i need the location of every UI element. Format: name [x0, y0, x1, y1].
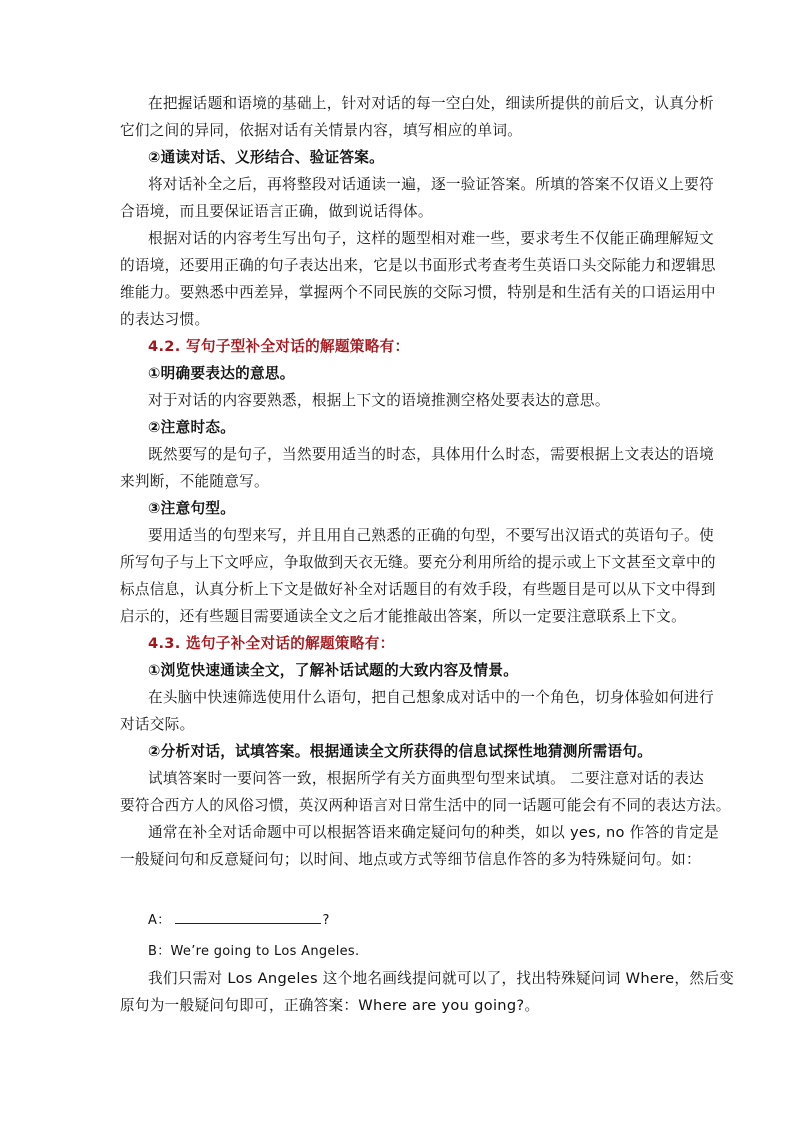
paragraph-line: 既然要写的是句子，当然要用适当的时态，具体用什么时态，需要根据上文表达的语境 [148, 446, 714, 463]
paragraph-line: 试填答案时一要问答一致，根据所学有关方面典型句型来试填。 二要注意对话的表达 [148, 770, 705, 787]
question-mark: ? [322, 913, 330, 928]
paragraph-line: 原句为一般疑问句即可，正确答案：Where are you going?。 [120, 997, 540, 1014]
paragraph-line: 根据对话的内容考生写出句子，这样的题型相对难一些，要求考生不仅能正确理解短文 [148, 230, 714, 247]
paragraph [120, 387, 680, 414]
dialogue-line-b: B：We’re going to Los Angeles. [148, 944, 360, 959]
paragraph-line: 启示的，还有些题目需要通读全文之后才能推敲出答案，所以一定要注意联系上下文。 [120, 608, 686, 625]
paragraph-line: 将对话补全之后，再将整段对话通读一遍，逐一验证答案。所填的答案不仅语义上要符 [148, 176, 714, 193]
paragraph-line: ②注意时态。 [148, 419, 236, 436]
paragraph-line: ②分析对话，试填答案。根据通读全文所获得的信息试探性地猜测所需语句。 [148, 743, 653, 760]
dialogue-line-a [120, 907, 680, 934]
paragraph-line: ①明确要表达的意思。 [148, 365, 295, 382]
paragraph-line: 它们之间的异同，依据对话有关情景内容，填写相应的单词。 [120, 122, 523, 139]
paragraph-line: ①浏览快速通读全文，了解补话试题的大致内容及情景。 [148, 662, 519, 679]
paragraph-line: ③注意句型。 [148, 500, 236, 517]
paragraph-line: 对话交际。 [120, 716, 195, 733]
paragraph-line: ②通读对话、义形结合、验证答案。 [148, 149, 385, 166]
dialogue-example [120, 907, 680, 965]
paragraph-line: 的表达习惯。 [120, 311, 210, 328]
paragraph-line: 的语境，还要用正确的句子表达出来，它是以书面形式考查考生英语口头交际能力和逻辑思 [120, 257, 716, 274]
section-heading [120, 630, 680, 657]
paragraph-line: 要符合西方人的风俗习惯，英汉两种语言对日常生活中的同一话题可能会有不同的表达方法。 [120, 797, 731, 814]
strategy-point [120, 414, 680, 441]
paragraph [120, 90, 714, 144]
paragraph [120, 522, 716, 630]
strategy-point [120, 738, 680, 765]
paragraph-line: 对于对话的内容要熟悉，根据上下文的语境推测空格处要表达的意思。 [148, 392, 610, 409]
paragraph-line: 要用适当的句型来写，并且用自己熟悉的正确的句型，不要写出汉语式的英语句子。使 [148, 527, 714, 544]
paragraph-line: 标点信息，认真分析上下文是做好补全对话题目的有效手段，有些题目是可以从下文中得到 [120, 581, 716, 598]
strategy-point [120, 495, 680, 522]
paragraph-line: 4.3. 选句子补全对话的解题策略有： [148, 635, 395, 652]
strategy-point [120, 144, 680, 171]
section-heading [120, 333, 680, 360]
paragraph-line: 我们只需对 Los Angeles 这个地名画线提问就可以了，找出特殊疑问词 Where，然后变 [148, 970, 735, 987]
paragraph-line: 来判断，不能随意写。 [120, 473, 269, 490]
paragraph [120, 819, 720, 873]
paragraph [120, 765, 731, 819]
paragraph-line: 维能力。要熟悉中西差异，掌握两个不同民族的交际习惯，特别是和生活有关的口语运用中 [120, 284, 716, 301]
speaker-a-label: A： [148, 913, 171, 928]
paragraph-line: 4.2. 写句子型补全对话的解题策略有： [148, 338, 410, 355]
paragraph-line: 通常在补全对话命题中可以根据答语来确定疑问句的种类，如以 yes, no 作答的肯定是 [148, 824, 720, 841]
paragraph [120, 441, 714, 495]
paragraph [120, 225, 716, 333]
paragraph-line: 所写句子与上下文呼应，争取做到天衣无缝。要充分利用所给的提示或上下文甚至文章中的 [120, 554, 716, 571]
document-body [120, 90, 731, 873]
paragraph [120, 171, 714, 225]
paragraph-line: 在头脑中快速筛选使用什么语句，把自己想象成对话中的一个角色，切身体验如何进行 [148, 689, 714, 706]
strategy-point [120, 657, 680, 684]
paragraph-line: 合语境，而且要保证语言正确，做到说话得体。 [120, 203, 433, 220]
answer-blank [175, 911, 321, 924]
closing-paragraph [120, 965, 735, 1019]
strategy-point [120, 360, 680, 387]
paragraph [120, 684, 714, 738]
paragraph-line: 在把握话题和语境的基础上，针对对话的每一空白处，细读所提供的前后文，认真分析 [148, 95, 714, 112]
paragraph-line: 一般疑问句和反意疑问句；以时间、地点或方式等细节信息作答的多为特殊疑问句。如： [120, 851, 701, 868]
